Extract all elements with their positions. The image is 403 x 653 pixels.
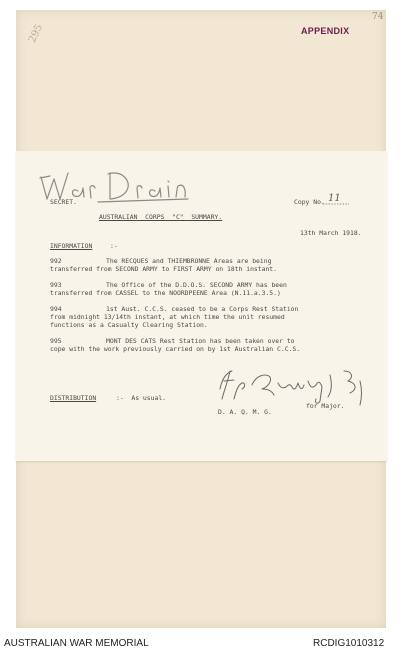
classification: SECRET. bbox=[50, 198, 77, 206]
item-text-line: functions as a Casualty Clearing Station. bbox=[50, 321, 208, 329]
item-number: 995 bbox=[50, 337, 62, 345]
distribution-value: :- As usual. bbox=[116, 394, 167, 402]
handwritten-signature bbox=[212, 361, 372, 411]
distribution-label: DISTRIBUTION bbox=[50, 394, 97, 402]
appendix-stamp: APPENDIX bbox=[301, 26, 350, 36]
item-text-line: MONT DES CATS Rest Station has been taken over to bbox=[106, 337, 295, 345]
signature-office: D. A. Q. M. G. bbox=[218, 408, 272, 416]
copy-number-underline bbox=[322, 202, 350, 206]
item-text-line: from midnight 13/14th instant, at which time the unit resumed bbox=[50, 313, 285, 321]
footer-record-id: RCDIG1010312 bbox=[313, 638, 385, 649]
item-text-line: transferred from SECOND ARMY to FIRST ARMY on 18th instant. bbox=[50, 265, 278, 273]
copy-number: 11 bbox=[328, 193, 341, 204]
section-heading: INFORMATION bbox=[50, 242, 93, 250]
document-date: 13th March 1918. bbox=[300, 229, 362, 237]
document-title: AUSTRALIAN CORPS "C" SUMMARY. bbox=[99, 213, 223, 221]
signature-rank: for Major. bbox=[306, 402, 345, 410]
item-text-line: transferred from CASSEL to the NOORDPEENE Area (N.11.a.3.5.) bbox=[50, 289, 281, 297]
section-heading-suffix: :- bbox=[110, 242, 118, 250]
footer-institution: AUSTRALIAN WAR MEMORIAL bbox=[4, 638, 149, 649]
item-text-line: The RECQUES and THIEMBRONNE Areas are being bbox=[106, 257, 272, 265]
item-text-line: 1st Aust. C.C.S. ceased to be a Corps Rest Station bbox=[106, 305, 299, 313]
page-number: 74 bbox=[372, 12, 384, 22]
summary-sheet bbox=[16, 151, 387, 461]
item-number: 992 bbox=[50, 257, 62, 265]
copy-label: Copy No. bbox=[294, 198, 325, 206]
item-number: 993 bbox=[50, 281, 62, 289]
item-text-line: cope with the work previously carried on by 1st Australian C.C.S. bbox=[50, 345, 301, 353]
item-number: 994 bbox=[50, 305, 62, 313]
folio-number: 295 bbox=[27, 22, 46, 45]
item-text-line: The Office of the D.D.O.S. SECOND ARMY has been bbox=[106, 281, 287, 289]
